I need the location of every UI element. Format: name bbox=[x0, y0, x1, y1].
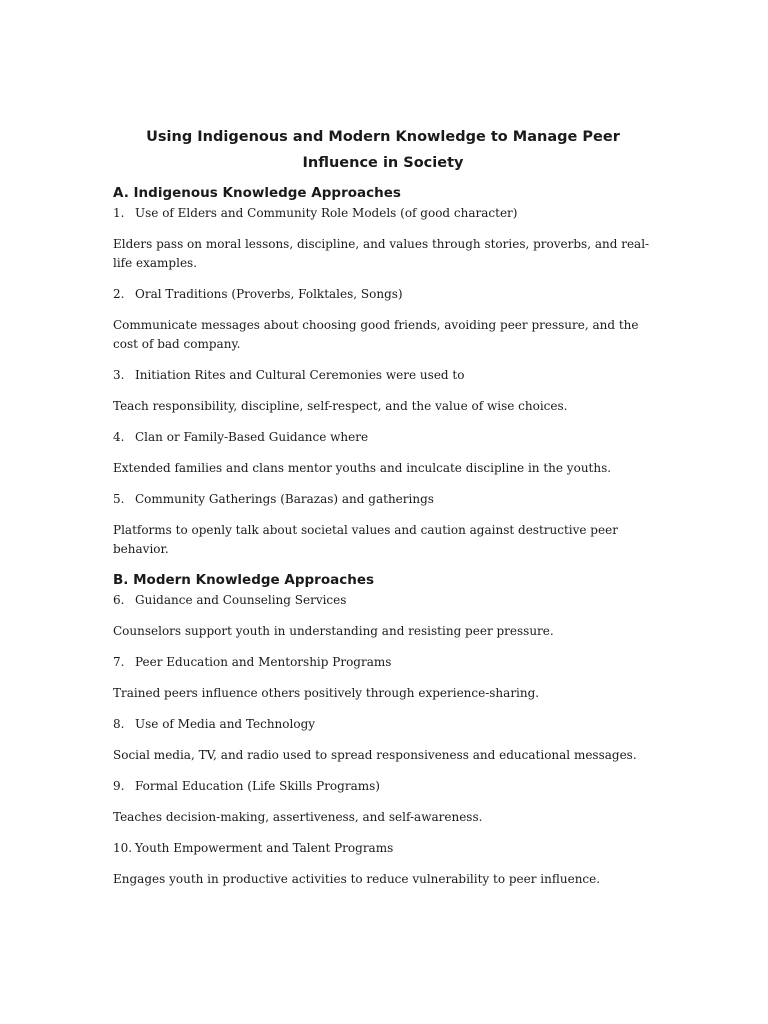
item-number: 9. bbox=[113, 779, 125, 793]
item-number: 5. bbox=[113, 492, 125, 506]
item-title: Clan or Family-Based Guidance where bbox=[135, 430, 369, 444]
item-title: Oral Traditions (Proverbs, Folktales, Songs) bbox=[135, 287, 403, 301]
list-item bbox=[113, 715, 653, 733]
item-title: Use of Elders and Community Role Models (of good character) bbox=[135, 206, 518, 220]
item-number: 7. bbox=[113, 655, 125, 669]
item-description: Social media, TV, and radio used to spread responsiveness and educational messages. bbox=[113, 748, 637, 762]
list-item bbox=[113, 839, 653, 857]
item-description: Platforms to openly talk about societal values and caution against destructive peer behavior. bbox=[113, 523, 618, 556]
list-item bbox=[113, 777, 653, 795]
item-number: 4. bbox=[113, 430, 125, 444]
list-item bbox=[113, 490, 653, 508]
document-page bbox=[113, 124, 653, 901]
item-description: Teaches decision-making, assertiveness, and self-awareness. bbox=[113, 810, 483, 824]
list-item bbox=[113, 366, 653, 384]
item-description: Trained peers influence others positively through experience-sharing. bbox=[113, 686, 540, 700]
item-title: Youth Empowerment and Talent Programs bbox=[135, 841, 394, 855]
item-description: Extended families and clans mentor youths and inculcate discipline in the youths. bbox=[113, 461, 612, 475]
document-title: Using Indigenous and Modern Knowledge to Manage Peer Influence in Society bbox=[146, 129, 620, 171]
item-title: Community Gatherings (Barazas) and gatherings bbox=[135, 492, 434, 506]
item-number: 1. bbox=[113, 206, 125, 220]
section-modern bbox=[113, 571, 653, 889]
item-number: 3. bbox=[113, 368, 125, 382]
item-number: 6. bbox=[113, 593, 125, 607]
item-number: 8. bbox=[113, 717, 125, 731]
section-heading: B. Modern Knowledge Approaches bbox=[113, 572, 375, 588]
item-number: 10. bbox=[113, 841, 133, 855]
item-number: 2. bbox=[113, 287, 125, 301]
item-title: Initiation Rites and Cultural Ceremonies were used to bbox=[135, 368, 465, 382]
item-description: Engages youth in productive activities to reduce vulnerability to peer influence. bbox=[113, 872, 601, 886]
list-item bbox=[113, 591, 653, 609]
item-description: Teach responsibility, discipline, self-respect, and the value of wise choices. bbox=[113, 399, 568, 413]
section-indigenous bbox=[113, 184, 653, 559]
list-item bbox=[113, 653, 653, 671]
item-description: Communicate messages about choosing good friends, avoiding peer pressure, and the cost of bad company. bbox=[113, 318, 639, 351]
list-item bbox=[113, 204, 653, 222]
list-item bbox=[113, 285, 653, 303]
section-heading: A. Indigenous Knowledge Approaches bbox=[113, 185, 401, 201]
item-title: Guidance and Counseling Services bbox=[135, 593, 347, 607]
item-title: Peer Education and Mentorship Programs bbox=[135, 655, 392, 669]
list-item bbox=[113, 428, 653, 446]
item-title: Formal Education (Life Skills Programs) bbox=[135, 779, 380, 793]
item-description: Elders pass on moral lessons, discipline, and values through stories, proverbs, and real-life examples. bbox=[113, 237, 650, 270]
item-title: Use of Media and Technology bbox=[135, 717, 316, 731]
item-description: Counselors support youth in understanding and resisting peer pressure. bbox=[113, 624, 554, 638]
